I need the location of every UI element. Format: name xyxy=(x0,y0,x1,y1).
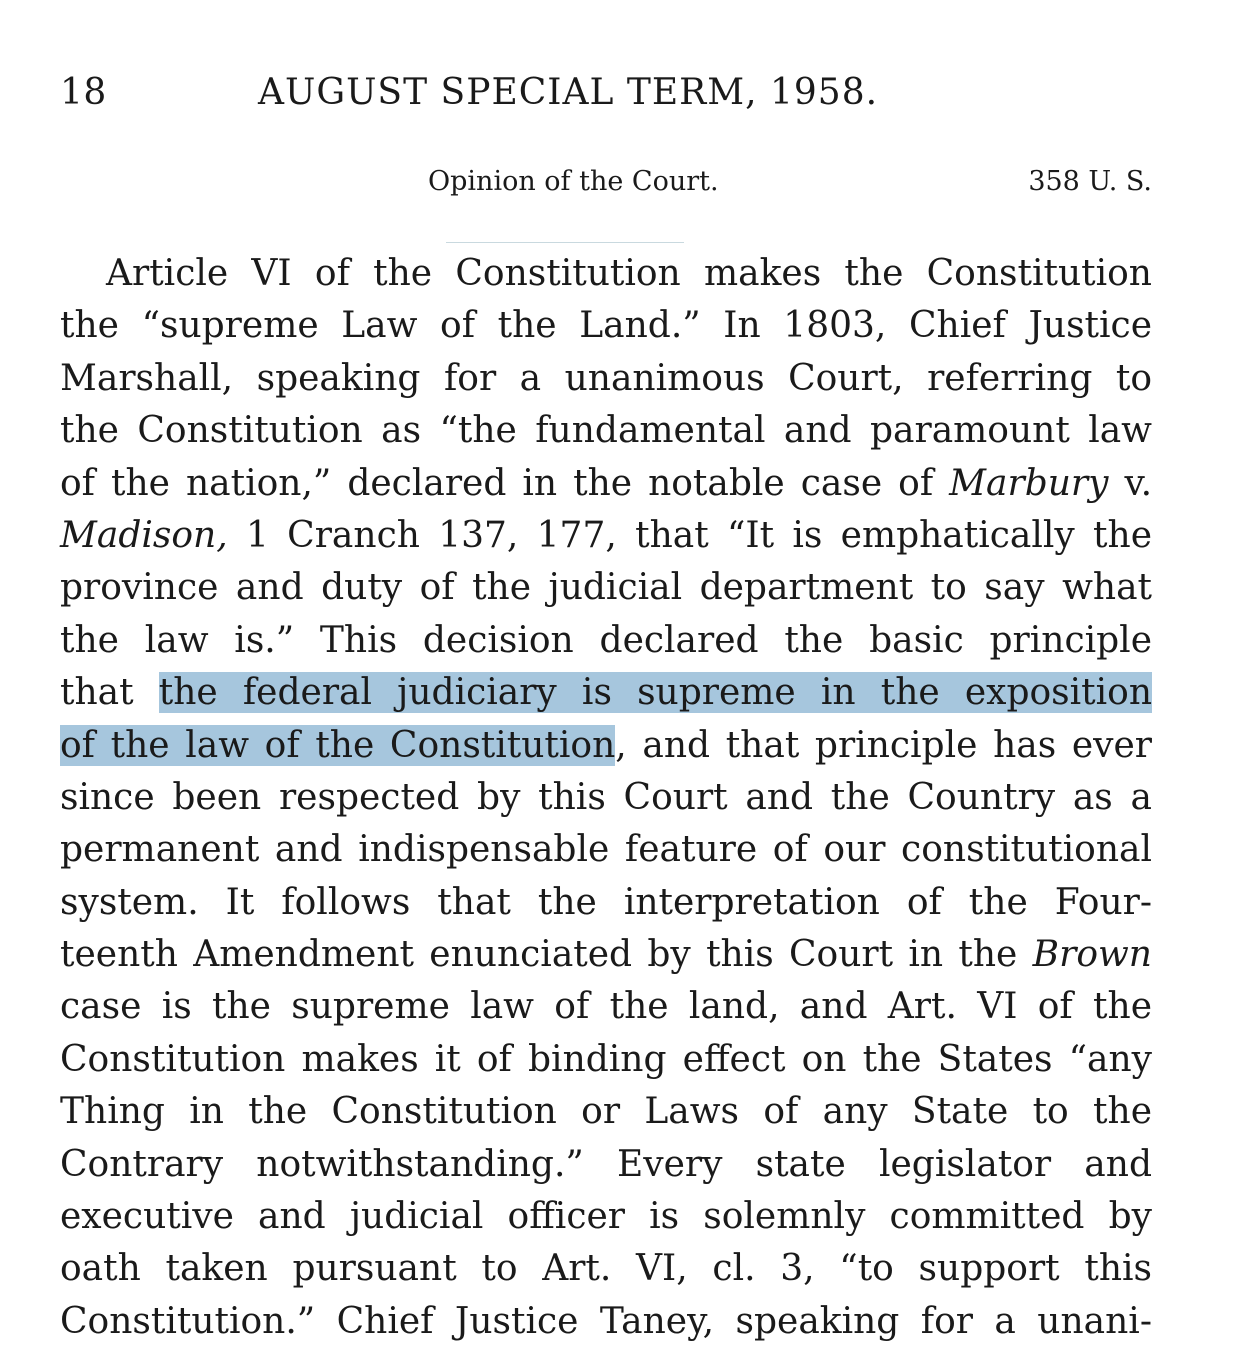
text-line: Constitution makes it of binding effect on the States “any xyxy=(60,1038,1152,1080)
text-line xyxy=(60,458,1152,510)
header-rule xyxy=(446,242,684,243)
text-line xyxy=(60,929,1152,981)
text-line: Constitution.” Chief Justice Taney, speaking for a unani- xyxy=(60,1300,1152,1342)
text-line: Article VI of the Constitution makes the Constitution xyxy=(106,253,1152,294)
opinion-paragraph[interactable] xyxy=(60,248,1152,1348)
text-line: case is the supreme law of the land, and Art. VI of the xyxy=(60,986,1152,1028)
reporter-citation: 358 U. S. xyxy=(1028,166,1152,197)
text-line: since been respected by this Court and the Country as a xyxy=(60,776,1152,818)
case-name-italic: Brown xyxy=(1032,934,1152,976)
case-name-italic: Madison, xyxy=(60,514,228,556)
text-run: teenth Amendment enunciated by this Court in the xyxy=(60,934,1033,976)
text-line: the law is.” This decision declared the basic principle xyxy=(60,619,1152,661)
running-title: AUGUST SPECIAL TERM, 1958. xyxy=(258,72,879,113)
text-line: Marshall, speaking for a unanimous Court, referring to xyxy=(60,357,1152,399)
case-name-italic: Marbury xyxy=(949,462,1109,504)
section-label: Opinion of the Court. xyxy=(428,166,719,197)
text-run: that xyxy=(60,672,159,714)
text-line: permanent and indispensable feature of our constitutional xyxy=(60,829,1152,871)
text-line xyxy=(60,667,1152,719)
text-line xyxy=(60,720,1152,772)
text-line: the Constitution as “the fundamental and paramount law xyxy=(60,410,1152,452)
page-number: 18 xyxy=(60,72,107,113)
text-line: Contrary notwithstanding.” Every state legislator and xyxy=(60,1143,1152,1185)
text-line: the “supreme Law of the Land.” In 1803, Chief Justice xyxy=(60,305,1152,347)
text-run: of the nation,” declared in the notable case of xyxy=(60,462,950,504)
text-run: , and that principle has ever xyxy=(615,724,1152,766)
text-line: province and duty of the judicial department to say what xyxy=(60,567,1152,609)
highlighted-text[interactable]: the federal judiciary is supreme in the exposition xyxy=(158,672,1153,714)
text-line: oath taken pursuant to Art. VI, cl. 3, “to support this xyxy=(60,1248,1152,1290)
text-line: system. It follows that the interpretation of the Four- xyxy=(60,881,1152,923)
highlighted-text[interactable]: of the law of the Constitution xyxy=(60,724,616,766)
text-run: v. xyxy=(1108,462,1153,504)
text-run: 1 Cranch 137, 177, that “It is emphatically the xyxy=(227,514,1152,556)
page-header xyxy=(60,72,1160,124)
text-line xyxy=(60,510,1152,562)
text-line: Thing in the Constitution or Laws of any State to the xyxy=(60,1091,1152,1133)
page-subheader xyxy=(60,166,1152,206)
text-line: executive and judicial officer is solemnly committed by xyxy=(60,1196,1152,1238)
